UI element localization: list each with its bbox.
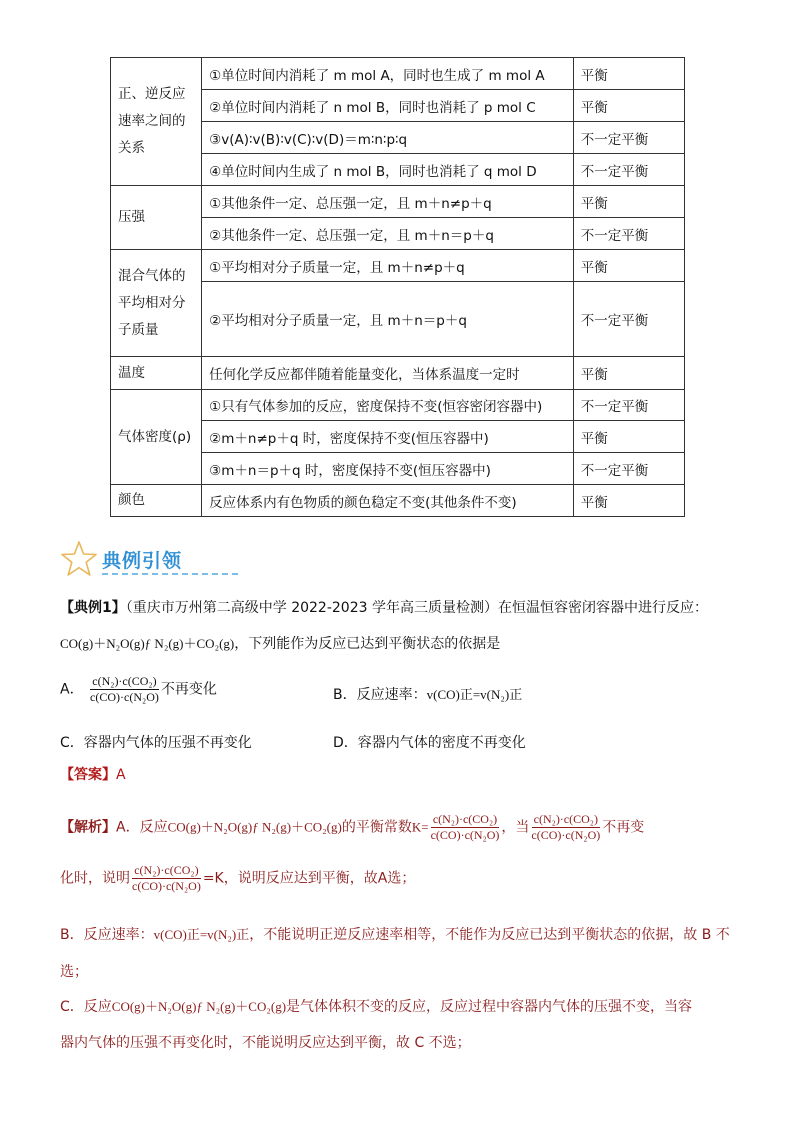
analysis-b-line2: 选； <box>60 964 88 980</box>
table-row <box>111 186 685 218</box>
equilibrium-criteria-table <box>110 57 685 517</box>
example-reaction-line <box>60 633 500 653</box>
fraction-denominator: c(CO)·c(N₂O) <box>531 828 601 842</box>
condition-cell: ②m＋n≠p＋q 时，密度保持不变(恒压容器中) <box>202 421 574 453</box>
result-cell: 不一定平衡 <box>573 390 684 421</box>
analysis-text: 的平衡常数 <box>341 819 412 836</box>
category-rate: 正、逆反应速率之间的关系 <box>111 58 202 186</box>
k-symbol: K= <box>411 819 429 835</box>
category-density: 气体密度(ρ) <box>111 390 202 485</box>
table-row <box>111 390 685 421</box>
option-b-label: B．反应速率： <box>333 687 427 703</box>
fraction-numerator: c(N₂)·c(CO₂) <box>533 812 598 826</box>
option-a-label: A． <box>60 681 84 698</box>
equilibrium-constant-fraction <box>429 812 502 843</box>
analysis-label: 【解析】 <box>60 819 116 836</box>
condition-cell: ①单位时间内消耗了 m mol A，同时也生成了 m mol A <box>202 58 574 90</box>
table-row <box>111 250 685 282</box>
result-cell: 平衡 <box>573 357 684 390</box>
fraction-numerator: c(N₂)·c(CO₂) <box>432 812 498 826</box>
result-cell: 不一定平衡 <box>573 218 684 250</box>
fraction-denominator: c(CO)·c(N₂O) <box>90 690 159 704</box>
condition-cell: 任何化学反应都伴随着能量变化，当体系温度一定时 <box>202 357 574 390</box>
result-cell: 平衡 <box>573 58 684 90</box>
fraction-numerator: c(N₂)·c(CO₂) <box>92 674 157 688</box>
analysis-b-line1 <box>60 924 730 944</box>
star-icon <box>60 540 98 582</box>
table-row <box>111 58 685 90</box>
stem-tail: ，下列能作为反应已达到平衡状态的依据是 <box>234 636 501 652</box>
fraction-denominator: c(CO)·c(N₂O) <box>132 879 201 893</box>
analysis-text: A．反应 <box>116 819 168 836</box>
answer-value: A <box>116 767 126 783</box>
fraction-denominator: c(CO)·c(N₂O) <box>430 828 500 842</box>
section-title: 典例引领 <box>102 550 183 572</box>
example-stem <box>60 597 708 617</box>
reaction-equation: CO(g)＋N₂O(g)ƒ N₂(g)＋CO₂(g) <box>167 819 342 835</box>
result-cell: 平衡 <box>573 186 684 218</box>
condition-cell: ②平均相对分子质量一定，且 m＋n＝p＋q <box>202 282 574 357</box>
rate-expression: v(CO)正=v(N₂)正 <box>153 927 250 942</box>
analysis-text: =K <box>202 870 224 887</box>
condition-cell: ②其他条件一定、总压强一定，且 m＋n＝p＋q <box>202 218 574 250</box>
answer-line <box>60 764 126 784</box>
category-molar-mass: 混合气体的平均相对分子质量 <box>111 250 202 357</box>
result-cell: 不一定平衡 <box>573 282 684 357</box>
rate-expression: v(CO)正=v(N₂)正 <box>426 687 523 702</box>
option-a-tail: 不再变化 <box>160 681 217 698</box>
option-b <box>333 684 522 704</box>
condition-cell: ①平均相对分子质量一定，且 m＋n≠p＋q <box>202 250 574 282</box>
category-pressure: 压强 <box>111 186 202 250</box>
analysis-c-line2: 器内气体的压强不再变化时，不能说明反应达到平衡，故 C 不选； <box>60 1035 471 1051</box>
condition-cell: ③m＋n＝p＋q 时，密度保持不变(恒压容器中) <box>202 453 574 485</box>
reaction-equation: CO(g)＋N₂O(g)ƒ N₂(g)＋CO₂(g) <box>60 636 235 651</box>
analysis-a-line2 <box>60 863 415 894</box>
analysis-text: ，说明反应达到平衡，故A选； <box>223 870 416 887</box>
result-cell: 平衡 <box>573 90 684 122</box>
example-source: （重庆市万州第二高级中学 2022-2023 学年高三质量检测）在恒温恒容密闭容器中进行反应： <box>125 600 708 616</box>
result-cell: 平衡 <box>573 485 684 517</box>
option-d: D．容器内气体的密度不再变化 <box>333 735 526 751</box>
answer-label: 【答案】 <box>60 767 116 783</box>
category-color: 颜色 <box>111 485 202 517</box>
table-row <box>111 357 685 390</box>
result-cell: 不一定平衡 <box>573 154 684 186</box>
analysis-text: ，不能说明正逆反应速率相等，不能作为反应已达到平衡状态的依据，故 B 不 <box>249 927 730 943</box>
analysis-text: ，当 <box>501 819 530 836</box>
condition-cell: ①其他条件一定、总压强一定，且 m＋n≠p＋q <box>202 186 574 218</box>
condition-cell: ①只有气体参加的反应，密度保持不变(恒容密闭容器中) <box>202 390 574 421</box>
ratio-fraction <box>88 674 161 705</box>
ratio-fraction <box>130 863 203 894</box>
analysis-text: B．反应速率： <box>60 927 154 943</box>
analysis-a-line1 <box>60 812 644 843</box>
analysis-text: 不再变 <box>602 819 645 836</box>
analysis-text: C．反应 <box>60 999 112 1015</box>
result-cell: 不一定平衡 <box>573 453 684 485</box>
reaction-equation: CO(g)＋N₂O(g)ƒ N₂(g)＋CO₂(g) <box>111 999 287 1014</box>
condition-cell: ④单位时间内生成了 n mol B，同时也消耗了 q mol D <box>202 154 574 186</box>
ratio-fraction <box>529 812 602 843</box>
analysis-c-line1 <box>60 996 692 1016</box>
table-row <box>111 485 685 517</box>
result-cell: 不一定平衡 <box>573 122 684 154</box>
category-temperature: 温度 <box>111 357 202 390</box>
option-a <box>60 674 217 705</box>
condition-cell: ③v(A)∶v(B)∶v(C)∶v(D)＝m∶n∶p∶q <box>202 122 574 154</box>
result-cell: 平衡 <box>573 250 684 282</box>
analysis-text: 化时，说明 <box>60 870 130 887</box>
option-c: C．容器内气体的压强不再变化 <box>60 735 252 751</box>
result-cell: 平衡 <box>573 421 684 453</box>
condition-cell: ②单位时间内消耗了 n mol B，同时也消耗了 p mol C <box>202 90 574 122</box>
title-underline <box>102 573 238 575</box>
condition-cell: 反应体系内有色物质的颜色稳定不变(其他条件不变) <box>202 485 574 517</box>
example-tag: 【典例1】 <box>60 600 126 616</box>
analysis-text: 是气体体积不变的反应，反应过程中容器内气体的压强不变，当容 <box>286 999 693 1015</box>
fraction-numerator: c(N₂)·c(CO₂) <box>134 863 199 877</box>
